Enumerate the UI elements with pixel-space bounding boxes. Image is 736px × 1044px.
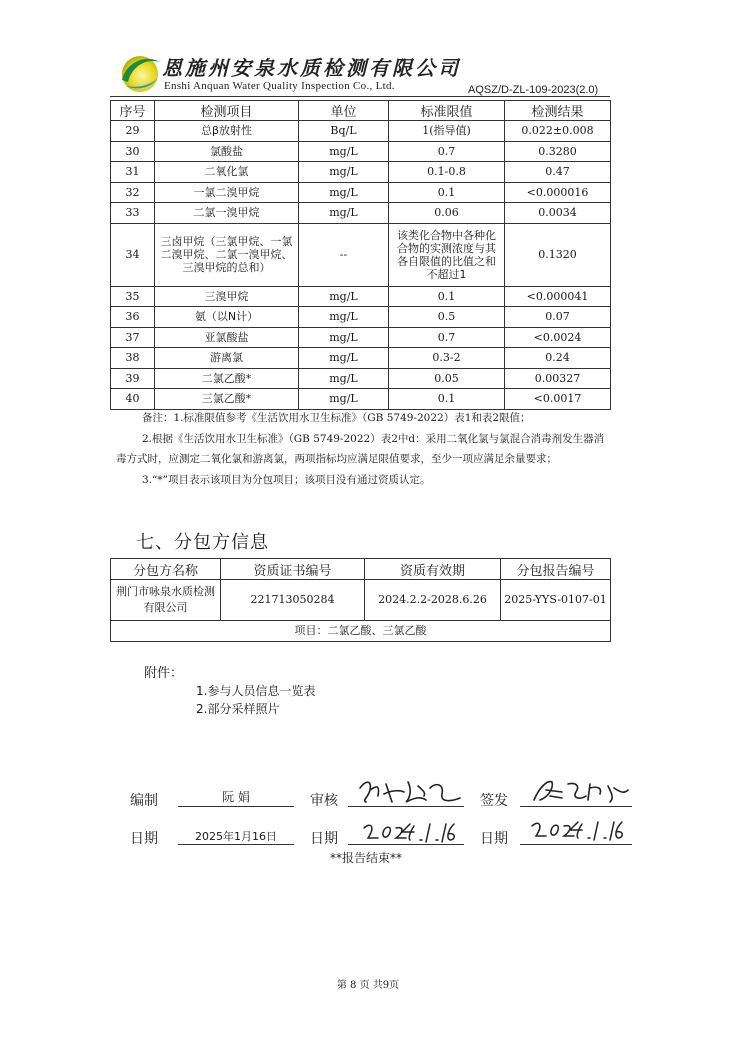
table-row (111, 307, 611, 328)
cell-limit: 0.1 (389, 286, 505, 307)
issue-date-label: 日期 (480, 831, 508, 847)
cell-no: 29 (111, 121, 155, 142)
cell-unit: -- (299, 223, 389, 286)
compile-label: 编制 (130, 793, 158, 809)
cell-result: 0.00327 (505, 368, 611, 389)
table-row (111, 203, 611, 224)
cell-projects: 项目：二氯乙酸、三氯乙酸 (111, 621, 611, 642)
company-logo-icon (116, 50, 162, 96)
document-code: AQSZ/D-ZL-109-2023(2.0) (468, 84, 599, 96)
cell-no: 30 (111, 141, 155, 162)
table-row (111, 348, 611, 369)
cell-result: 0.0034 (505, 203, 611, 224)
cell-item: 二氧化氯 (155, 162, 299, 183)
col-header-limit: 标准限值 (389, 101, 505, 121)
cell-limit: 1(指导值) (389, 121, 505, 142)
cell-no: 36 (111, 307, 155, 328)
results-table (110, 100, 611, 410)
cell-limit: 0.05 (389, 368, 505, 389)
col-header-sub-name: 分包方名称 (111, 559, 221, 580)
compile-date-line (178, 844, 294, 845)
col-header-item: 检测项目 (155, 101, 299, 121)
cell-no: 33 (111, 203, 155, 224)
cell-limit: 0.1 (389, 182, 505, 203)
table-row (111, 580, 611, 621)
cell-no: 31 (111, 162, 155, 183)
cell-limit: 0.1 (389, 389, 505, 410)
review-date-handwritten-icon (360, 818, 460, 848)
issue-signature-icon (528, 776, 632, 808)
compile-name: 阮 娟 (222, 790, 250, 804)
cell-item: 二氯一溴甲烷 (155, 203, 299, 224)
cell-result: <0.000016 (505, 182, 611, 203)
cell-item: 氯酸盐 (155, 141, 299, 162)
cell-item: 亚氯酸盐 (155, 327, 299, 348)
issue-date-handwritten-icon (528, 816, 628, 846)
report-end-marker: **报告结束** (330, 851, 403, 865)
table-header-row (111, 101, 611, 121)
compile-date: 2025年1月16日 (195, 830, 277, 843)
remark-2: 2.根据《生活饮用水卫生标准》（GB 5749-2022）表2中d：采用二氧化氯与氯混合消毒剂发生器消毒方式时，应测定二氧化氯和游离氯，两项指标均应满足限值要求，至少一项应满足余量要求； (116, 432, 605, 465)
cell-limit: 0.7 (389, 327, 505, 348)
table-row (111, 162, 611, 183)
cell-item: 一氯二溴甲烷 (155, 182, 299, 203)
table-row (111, 141, 611, 162)
page-number: 第 8 页 共9页 (336, 980, 400, 991)
company-name-en: Enshi Anquan Water Quality Inspection Co., Ltd. (164, 80, 395, 92)
remark-3: 3.“*”项目表示该项目为分包项目；该项目没有通过资质认定。 (142, 473, 431, 486)
cell-item: 游离氯 (155, 348, 299, 369)
cell-result: <0.000041 (505, 286, 611, 307)
issue-label: 签发 (480, 793, 508, 809)
compile-line (178, 806, 294, 807)
cell-sub-name: 荆门市咏泉水质检测有限公司 (111, 580, 221, 621)
cell-unit: mg/L (299, 286, 389, 307)
cell-unit: Bq/L (299, 121, 389, 142)
attachment-item: 2.部分采样照片 (196, 702, 280, 716)
review-signature-icon (356, 776, 464, 808)
table-row (111, 368, 611, 389)
table-row (111, 223, 611, 286)
section-title-subcontractor: 七、分包方信息 (136, 532, 269, 553)
col-header-cert-no: 资质证书编号 (221, 559, 365, 580)
cell-limit: 0.5 (389, 307, 505, 328)
cell-no: 35 (111, 286, 155, 307)
cell-item: 三溴甲烷 (155, 286, 299, 307)
cell-no: 37 (111, 327, 155, 348)
cell-result: <0.0017 (505, 389, 611, 410)
col-header-report-no: 分包报告编号 (501, 559, 611, 580)
cell-item: 总β放射性 (155, 121, 299, 142)
cell-result: 0.022±0.008 (505, 121, 611, 142)
cell-no: 40 (111, 389, 155, 410)
cell-unit: mg/L (299, 348, 389, 369)
cell-unit: mg/L (299, 327, 389, 348)
table-row (111, 389, 611, 410)
cell-unit: mg/L (299, 389, 389, 410)
table-row (111, 182, 611, 203)
table-header-row (111, 559, 611, 580)
table-row (111, 286, 611, 307)
cell-no: 32 (111, 182, 155, 203)
cell-unit: mg/L (299, 162, 389, 183)
review-label: 审核 (310, 793, 338, 809)
review-date-label: 日期 (310, 831, 338, 847)
table-row (111, 121, 611, 142)
cell-unit: mg/L (299, 141, 389, 162)
cell-result: 0.07 (505, 307, 611, 328)
cell-item: 二氯乙酸* (155, 368, 299, 389)
cell-limit: 0.3-2 (389, 348, 505, 369)
cell-report-no: 2025-YYS-0107-01 (501, 580, 611, 621)
attachment-item: 1.参与人员信息一览表 (196, 684, 316, 698)
cell-cert-no: 221713050284 (221, 580, 365, 621)
cell-limit: 0.06 (389, 203, 505, 224)
cell-result: 0.24 (505, 348, 611, 369)
cell-unit: mg/L (299, 368, 389, 389)
remark-1: 备注：1.标准限值参考《生活饮用水卫生标准》（GB 5749-2022）表1和表2限值； (142, 412, 531, 424)
header-divider (110, 96, 610, 97)
cell-no: 39 (111, 368, 155, 389)
table-row (111, 621, 611, 642)
cell-result: 0.1320 (505, 223, 611, 286)
remarks (116, 408, 612, 490)
cell-result: 0.47 (505, 162, 611, 183)
subcontractor-table (110, 558, 611, 642)
table-row (111, 327, 611, 348)
cell-unit: mg/L (299, 182, 389, 203)
cell-item: 氨（以N计） (155, 307, 299, 328)
cell-result: 0.3280 (505, 141, 611, 162)
cell-item: 三卤甲烷（三氯甲烷、一氯二溴甲烷、二氯一溴甲烷、三溴甲烷的总和） (155, 223, 299, 286)
col-header-validity: 资质有效期 (365, 559, 501, 580)
cell-unit: mg/L (299, 203, 389, 224)
cell-validity: 2024.2.2-2028.6.26 (365, 580, 501, 621)
cell-limit: 0.7 (389, 141, 505, 162)
compile-date-label: 日期 (130, 831, 158, 847)
company-name-cn: 恩施州安泉水质检测有限公司 (162, 56, 461, 80)
col-header-no: 序号 (111, 101, 155, 121)
cell-item: 三氯乙酸* (155, 389, 299, 410)
cell-result: <0.0024 (505, 327, 611, 348)
col-header-unit: 单位 (299, 101, 389, 121)
cell-unit: mg/L (299, 307, 389, 328)
col-header-result: 检测结果 (505, 101, 611, 121)
attachments-heading: 附件： (144, 666, 184, 681)
cell-no: 34 (111, 223, 155, 286)
cell-limit: 0.1-0.8 (389, 162, 505, 183)
cell-limit: 该类化合物中各种化合物的实测浓度与其各自限值的比值之和不超过1 (389, 223, 505, 286)
cell-no: 38 (111, 348, 155, 369)
